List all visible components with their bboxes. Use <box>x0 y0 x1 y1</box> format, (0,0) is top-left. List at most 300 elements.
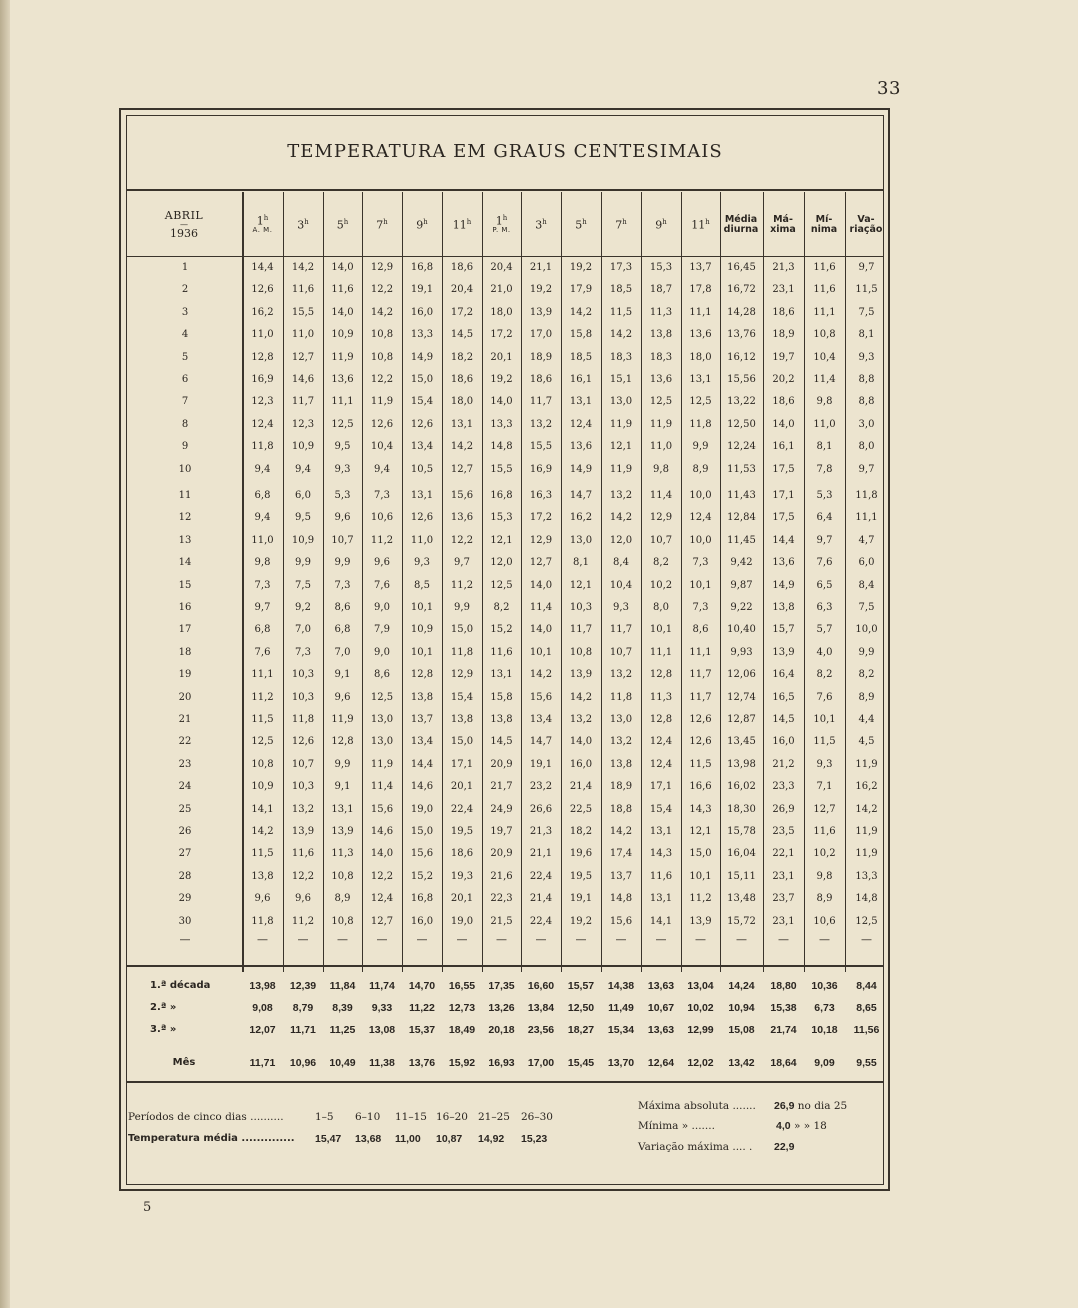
temperature-cell: 17,0 <box>529 329 553 341</box>
header-hour-value <box>376 219 388 231</box>
temperature-cell: 11,4 <box>370 781 394 793</box>
temperature-cell: 17,2 <box>490 329 513 341</box>
temperature-cell: 10,8 <box>370 351 394 363</box>
header-hour-suffix: h <box>705 217 710 226</box>
temperature-cell: 23,2 <box>529 781 553 793</box>
temperature-cell: 19,7 <box>490 826 513 837</box>
day-number: 25 <box>178 803 192 815</box>
temperature-cell: 21,3 <box>529 826 553 837</box>
temperature-cell: 12,6 <box>689 736 712 748</box>
header-hour-value <box>297 219 309 231</box>
temperature-cell: 20,4 <box>490 262 513 273</box>
temperature-cell: 9,8 <box>653 463 669 475</box>
temperature-cell: 13,2 <box>609 669 633 681</box>
temperature-cell: 15,1 <box>609 374 633 385</box>
temperature-cell: 9,6 <box>334 512 351 524</box>
temperature-cell: 10,8 <box>569 646 593 658</box>
temperature-cell: 8,1 <box>573 557 589 569</box>
temperature-cell: 13,76 <box>727 329 756 341</box>
temperature-cell: 10,7 <box>609 646 633 658</box>
table-row <box>128 822 888 842</box>
temperature-cell: 7,0 <box>295 624 311 636</box>
temperature-cell: 10,1 <box>689 579 712 591</box>
temperature-cell: 14,0 <box>331 262 354 273</box>
summary-value: 12,02 <box>687 1057 714 1069</box>
summary-value: 17,35 <box>488 980 515 992</box>
temperature-cell: 14,4 <box>410 758 434 770</box>
temperature-cell: 13,6 <box>569 441 593 453</box>
header-variacao-line2: riação <box>849 224 883 235</box>
temperature-cell: 13,4 <box>410 441 434 453</box>
temperature-cell: 12,7 <box>291 351 315 363</box>
temperature-cell: 11,9 <box>370 396 394 408</box>
temperature-cell: 9,8 <box>816 870 833 882</box>
temperature-cell: 6,0 <box>858 557 875 569</box>
temperature-cell: 15,7 <box>772 624 795 636</box>
temperature-cell: 10,6 <box>813 915 836 927</box>
temperature-cell: 12,5 <box>490 579 513 591</box>
temperature-cell: 12,24 <box>727 441 756 453</box>
summary-label: 1.ª década <box>150 980 211 991</box>
summary-value: 8,44 <box>856 980 877 992</box>
header-hour <box>681 194 720 256</box>
summary-value: 11,22 <box>409 1002 435 1014</box>
temperature-cell: 8,4 <box>858 579 875 591</box>
temperature-cell: 14,6 <box>291 374 315 385</box>
temperature-cell: 12,5 <box>331 418 354 430</box>
temperature-cell: 10,1 <box>410 646 434 658</box>
temperature-cell: 7,5 <box>858 306 875 318</box>
temperature-cell: 13,8 <box>410 691 434 703</box>
header-hour-period: P. M. <box>492 226 511 235</box>
temperature-cell: 9,93 <box>730 646 753 658</box>
temperature-cell: 12,4 <box>689 512 712 524</box>
temperature-cell: 14,8 <box>855 893 878 905</box>
temperature-cell: 10,1 <box>689 870 712 882</box>
temperature-cell: 12,74 <box>727 691 756 703</box>
temperature-cell: 18,3 <box>649 351 673 363</box>
temperature-cell: 8,9 <box>692 463 709 475</box>
dash-cell: — <box>615 933 627 946</box>
table-row <box>128 460 888 480</box>
temperature-cell: 14,0 <box>529 624 553 636</box>
min-absoluta-value: 4,0 <box>776 1120 791 1132</box>
table-row <box>128 800 888 820</box>
temperature-cell: 7,3 <box>295 646 311 658</box>
day-number: 30 <box>178 915 192 927</box>
temperature-cell: 7,6 <box>254 646 271 658</box>
temperature-cell: 11,5 <box>813 736 836 748</box>
dash-cell: — <box>456 933 468 946</box>
temperature-cell: 11,9 <box>609 463 633 475</box>
temperature-cell: 12,6 <box>410 512 434 524</box>
temperature-cell: 15,8 <box>490 691 513 703</box>
periods-label: Períodos de cinco dias .......... <box>128 1111 284 1123</box>
temperature-cell: 9,4 <box>254 463 271 475</box>
temperature-cell: 15,6 <box>450 490 474 501</box>
period-range: 26–30 <box>521 1111 553 1123</box>
temperature-cell: 12,2 <box>370 870 394 882</box>
summary-value: 15,08 <box>728 1024 755 1036</box>
temperature-cell: 11,53 <box>727 463 756 475</box>
temperature-cell: 11,8 <box>251 441 274 453</box>
day-number: 27 <box>178 848 192 860</box>
header-hour-value <box>615 219 627 231</box>
temperature-cell: 12,9 <box>370 262 394 273</box>
header-hour <box>242 194 283 256</box>
temperature-cell: 9,7 <box>254 602 271 613</box>
summary-row <box>128 1019 888 1041</box>
temperature-cell: 20,9 <box>490 758 513 770</box>
summary-value: 9,08 <box>252 1002 273 1014</box>
temperature-cell: 16,2 <box>569 512 593 524</box>
header-maxima-line1: Má- <box>773 214 793 226</box>
table-row <box>128 303 888 323</box>
temperature-cell: 12,06 <box>727 669 756 681</box>
temperature-cell: 11,2 <box>689 893 712 905</box>
summary-row <box>128 997 888 1019</box>
temperature-cell: 16,0 <box>772 736 795 748</box>
header-hour-number: 11 <box>691 218 706 232</box>
temperature-cell: 7,5 <box>858 602 875 613</box>
dash-cell: — <box>416 933 428 946</box>
temperature-cell: 16,6 <box>689 781 712 793</box>
temperature-cell: 6,5 <box>816 579 833 591</box>
summary-value: 23,56 <box>527 1024 555 1036</box>
period-range: 21–25 <box>478 1111 510 1123</box>
temperature-cell: 12,8 <box>649 714 673 725</box>
temperature-cell: 17,9 <box>569 284 593 296</box>
temperature-cell: 12,2 <box>370 284 394 296</box>
temperature-cell: 15,0 <box>410 374 434 385</box>
temperature-cell: 13,2 <box>609 736 633 748</box>
temperature-cell: 10,1 <box>529 646 553 658</box>
temperature-cell: 11,4 <box>813 374 836 385</box>
temperature-cell: 12,7 <box>370 915 394 927</box>
summary-value: 13,26 <box>488 1002 515 1014</box>
temperature-cell: 9,0 <box>374 602 390 613</box>
temperature-cell: 9,8 <box>254 557 271 569</box>
header-minima-line1: Mí- <box>815 214 833 226</box>
max-absoluta <box>774 1100 847 1112</box>
temperature-cell: 16,8 <box>490 490 513 501</box>
temperature-cell: 9,87 <box>730 579 753 591</box>
temperature-cell: 9,7 <box>858 262 875 273</box>
temperature-cell: 18,2 <box>450 351 474 363</box>
day-number: 1 <box>181 262 189 273</box>
temperature-cell: 16,2 <box>855 781 878 793</box>
temperature-cell: 13,6 <box>772 557 795 569</box>
temperature-cell: 14,7 <box>529 736 553 748</box>
summary-value: 16,93 <box>488 1057 515 1069</box>
temperature-cell: 19,2 <box>529 284 553 296</box>
temperature-cell: 11,3 <box>649 691 673 703</box>
temperature-cell: 19,2 <box>569 262 593 273</box>
day-number: 21 <box>178 714 192 725</box>
temperature-cell: 14,8 <box>609 893 633 905</box>
temperature-cell: 15,3 <box>490 512 513 524</box>
summary-value: 13,42 <box>728 1057 755 1069</box>
header-variacao <box>845 194 887 256</box>
summary-value: 8,39 <box>332 1002 353 1014</box>
temperature-cell: 11,43 <box>727 490 756 501</box>
temperature-cell: 11,8 <box>251 915 274 927</box>
temperature-cell: 7,6 <box>374 579 390 591</box>
dash-row <box>128 933 888 947</box>
temperature-cell: 20,1 <box>490 351 513 363</box>
temperature-cell: 11,6 <box>331 284 354 296</box>
temperature-cell: 13,9 <box>529 306 553 318</box>
temperature-cell: 9,8 <box>816 396 833 408</box>
summary-value: 10,49 <box>329 1057 356 1069</box>
temperature-cell: 10,7 <box>291 758 315 770</box>
temperature-cell: 14,2 <box>529 669 553 681</box>
page-number: 33 <box>877 78 901 99</box>
summary-value: 10,02 <box>687 1002 714 1014</box>
header-year: 1936 <box>170 227 198 240</box>
header-hour <box>402 194 442 256</box>
temperature-cell: 7,3 <box>692 602 709 613</box>
temperature-cell: 9,3 <box>816 758 833 770</box>
temperature-cell: 11,1 <box>689 306 712 318</box>
header-month: ABRIL <box>164 209 204 223</box>
temperature-cell: 18,9 <box>529 351 553 363</box>
summary-value: 17,00 <box>527 1057 555 1069</box>
period-range: 1–5 <box>315 1111 334 1123</box>
header-hour <box>521 194 561 256</box>
temperature-cell: 12,9 <box>529 534 553 546</box>
day-number: 3 <box>181 306 189 318</box>
temperature-cell: 15,56 <box>727 374 756 385</box>
temperature-cell: 14,8 <box>490 441 513 453</box>
temperature-cell: 12,6 <box>370 418 394 430</box>
temperature-cell: 19,1 <box>569 893 593 905</box>
table-row <box>128 508 888 528</box>
temperature-cell: 18,9 <box>609 781 633 793</box>
temperature-cell: 11,9 <box>609 418 633 430</box>
temperature-cell: 14,2 <box>609 512 633 524</box>
temperature-cell: 13,8 <box>649 329 673 341</box>
period-temperature: 15,47 <box>315 1133 342 1145</box>
temperature-cell: 22,3 <box>490 893 513 905</box>
day-number: 14 <box>178 557 192 569</box>
temperature-cell: 16,9 <box>251 374 274 385</box>
summary-value: 15,38 <box>770 1002 797 1014</box>
temperature-cell: 18,0 <box>450 396 474 408</box>
temperature-cell: 21,3 <box>772 262 795 273</box>
day-number: 17 <box>178 624 192 636</box>
temperature-cell: 14,7 <box>569 490 593 501</box>
summary-value: 11,74 <box>369 980 395 992</box>
temperature-cell: 19,5 <box>569 870 593 882</box>
summary-value: 12,99 <box>687 1024 714 1036</box>
temperature-cell: 6,8 <box>334 624 351 636</box>
summary-value: 9,33 <box>371 1002 393 1014</box>
temperature-cell: 13,1 <box>410 490 434 501</box>
temperature-cell: 13,9 <box>331 826 354 837</box>
temperature-cell: 16,02 <box>727 781 756 793</box>
temperature-cell: 9,22 <box>730 602 753 613</box>
header-hour-number: 3 <box>297 218 305 232</box>
temperature-cell: 16,0 <box>410 915 434 927</box>
temperature-cell: 11,7 <box>529 396 553 408</box>
temperature-cell: 14,0 <box>529 579 553 591</box>
temperature-cell: 13,8 <box>251 870 274 882</box>
temperature-cell: 14,5 <box>490 736 513 748</box>
summary-value: 10,36 <box>811 980 838 992</box>
temperature-cell: 4,0 <box>816 646 833 658</box>
temperature-cell: 16,72 <box>727 284 756 296</box>
temperature-cell: 18,5 <box>569 351 593 363</box>
table-row <box>128 531 888 551</box>
temperature-cell: 16,1 <box>772 441 795 453</box>
header-maxima-line2: xima <box>770 224 796 235</box>
header-maxima <box>763 194 803 256</box>
temperature-cell: 14,0 <box>331 306 354 318</box>
header-hour-number: 11 <box>452 218 467 232</box>
temperature-cell: 11,0 <box>813 418 836 430</box>
table-row <box>128 755 888 775</box>
variacao-maxima-label: Variação máxima .... . <box>638 1141 753 1153</box>
temperature-cell: 13,6 <box>649 374 673 385</box>
temperature-cell: 11,0 <box>251 534 274 546</box>
temperature-cell: 8,5 <box>414 579 430 591</box>
table-row <box>128 325 888 345</box>
temperature-cell: 5,7 <box>816 624 833 636</box>
summary-value: 11,71 <box>249 1057 276 1069</box>
temperature-cell: 10,0 <box>689 534 712 546</box>
day-number: 24 <box>178 781 192 793</box>
table-row <box>128 280 888 300</box>
summary-value: 15,45 <box>567 1057 595 1069</box>
temperature-cell: 11,9 <box>370 758 394 770</box>
temperature-cell: 11,7 <box>569 624 593 636</box>
temperature-cell: 20,1 <box>450 781 474 793</box>
day-number: 20 <box>178 691 192 703</box>
temperature-cell: 13,1 <box>649 826 673 837</box>
temperature-cell: 16,04 <box>727 848 756 860</box>
temperature-cell: 14,28 <box>727 306 756 318</box>
temperature-cell: 9,3 <box>334 463 351 475</box>
temperature-cell: 20,9 <box>490 848 513 860</box>
temperature-cell: 10,7 <box>331 534 354 546</box>
temperature-cell: 6,8 <box>254 624 271 636</box>
header-hour <box>482 194 521 256</box>
temperature-cell: 15,5 <box>490 463 513 475</box>
temperature-cell: 21,0 <box>490 284 513 296</box>
header-hour-number: 5 <box>336 218 344 232</box>
temperature-cell: 11,8 <box>291 714 315 725</box>
temperature-cell: 17,1 <box>649 781 673 793</box>
header-hour <box>283 194 323 256</box>
rule-above-footer <box>126 1081 884 1083</box>
summary-label: Mês <box>172 1057 196 1068</box>
temperature-cell: 15,4 <box>649 803 673 815</box>
temperature-cell: 11,9 <box>331 351 354 363</box>
header-hour-number: 1 <box>256 214 264 228</box>
temperature-cell: 11,5 <box>251 848 274 860</box>
header-hour <box>323 194 362 256</box>
temperature-cell: 9,5 <box>334 441 351 453</box>
temperature-cell: 12,6 <box>291 736 315 748</box>
period-range: 16–20 <box>436 1111 468 1123</box>
header-hour-suffix: h <box>343 217 349 226</box>
temperature-cell: 13,2 <box>609 490 633 501</box>
temperature-cell: 12,5 <box>855 915 878 927</box>
temperature-cell: 12,6 <box>689 714 712 725</box>
temperature-cell: 17,3 <box>609 262 633 273</box>
temperature-cell: 10,9 <box>331 329 354 341</box>
temperature-cell: 13,6 <box>689 329 712 341</box>
temperature-cell: 23,7 <box>772 893 795 905</box>
temperature-cell: 14,2 <box>291 262 315 273</box>
header-hour-suffix: h <box>423 217 428 226</box>
temperature-cell: 23,1 <box>772 870 795 882</box>
temperature-cell: 12,1 <box>689 826 712 837</box>
temperature-cell: 14,3 <box>649 848 673 860</box>
temperature-cell: 12,6 <box>251 284 274 296</box>
temperature-cell: 10,3 <box>291 691 315 703</box>
header-hour <box>442 194 482 256</box>
table-row <box>128 844 888 864</box>
dash-cell: — <box>297 933 309 946</box>
temperature-cell: 8,9 <box>334 893 351 905</box>
temperature-cell: 11,9 <box>331 714 354 725</box>
temperature-cell: 9,9 <box>454 602 470 613</box>
temperature-cell: 11,7 <box>689 691 712 703</box>
header-hour-value <box>575 219 587 231</box>
header-variacao-line1: Va- <box>857 214 875 226</box>
rule-above-summary <box>126 965 884 967</box>
temperature-cell: 4,7 <box>858 534 875 546</box>
temperature-cell: 16,0 <box>569 758 593 770</box>
table-row <box>128 889 888 909</box>
temperature-cell: 11,3 <box>331 848 354 860</box>
temperature-cell: 18,6 <box>450 374 474 385</box>
temperature-cell: 22,5 <box>569 803 593 815</box>
temperature-cell: 14,5 <box>772 714 795 725</box>
temperature-cell: 9,3 <box>414 557 430 569</box>
temperature-cell: 13,0 <box>609 396 633 408</box>
temperature-cell: 14,6 <box>370 826 394 837</box>
summary-value: 15,57 <box>567 980 595 992</box>
summary-value: 16,55 <box>448 980 476 992</box>
temperature-cell: 11,9 <box>855 826 878 837</box>
day-number: 16 <box>178 602 192 613</box>
temperature-cell: 20,2 <box>772 374 795 385</box>
temperature-cell: 14,2 <box>370 306 394 318</box>
temperature-cell: 16,2 <box>251 306 274 318</box>
dash-cell: — <box>819 933 830 946</box>
temperature-cell: 13,9 <box>772 646 795 658</box>
dash-cell: — <box>496 933 507 946</box>
temperature-cell: 22,1 <box>772 848 795 860</box>
temperature-cell: 13,8 <box>772 602 795 613</box>
temperature-cell: 10,3 <box>291 669 315 681</box>
day-number: 10 <box>178 463 192 475</box>
temperature-cell: 13,9 <box>689 915 712 927</box>
temperature-cell: 13,3 <box>410 329 434 341</box>
temperature-cell: 12,2 <box>291 870 315 882</box>
temperature-cell: 11,9 <box>855 848 878 860</box>
temperature-cell: 11,1 <box>331 396 354 408</box>
day-number: 18 <box>178 646 192 658</box>
temperature-cell: 10,9 <box>291 534 315 546</box>
temperature-cell: 15,11 <box>727 870 756 882</box>
temperature-cell: 9,6 <box>295 893 311 905</box>
header-hour-suffix: h <box>502 214 508 223</box>
temperature-cell: 11,2 <box>291 915 315 927</box>
